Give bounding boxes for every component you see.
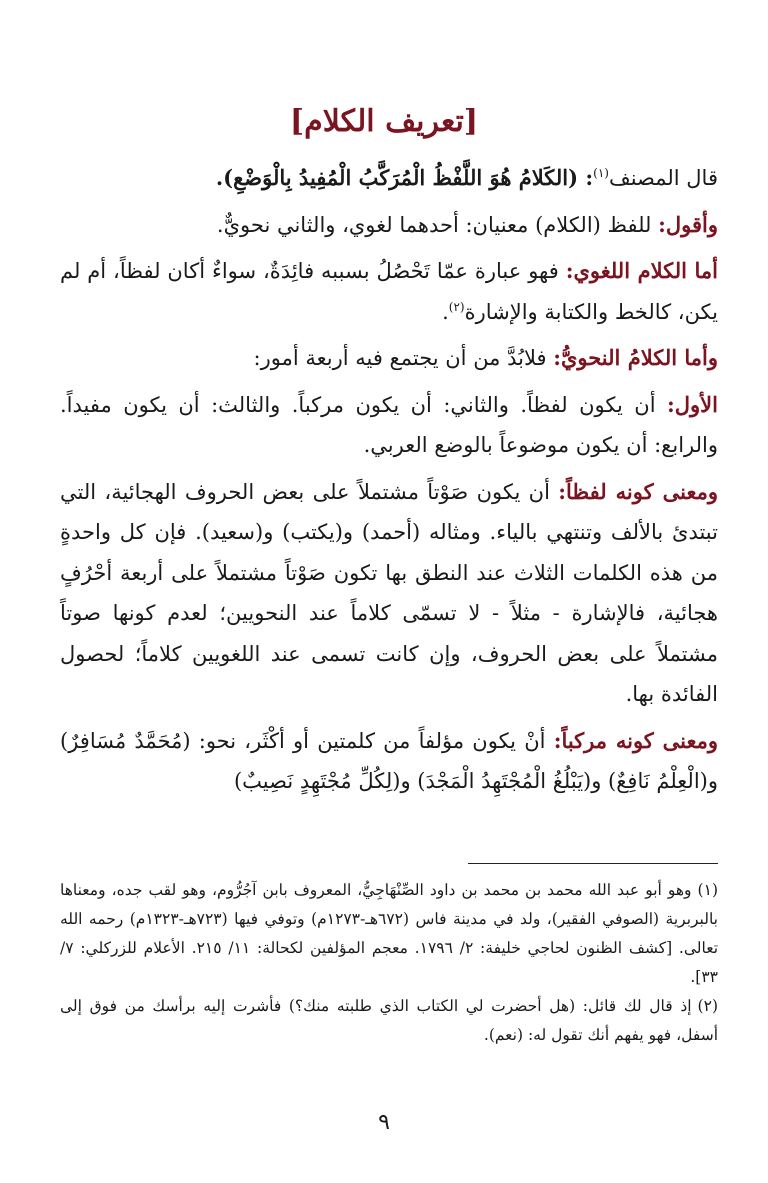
paragraph-6-lead: ومعنى كونه لفظاً: (558, 478, 718, 504)
paragraph-2 (60, 205, 718, 246)
footnote-2 (60, 992, 718, 1050)
footnote-2-text: إذ قال لك قائل: (هل أحضرت لي الكتاب الذي طلبته منك؟) فأشرت إليه برأسك من فوق إلى أسفل، فهو يفهم أنك تقول له: (نعم). (60, 997, 718, 1044)
paragraph-7-lead: ومعنى كونه مركباً: (553, 727, 718, 753)
paragraph-4-text: فلابُدَّ من أن يجتمع فيه أربعة أمور: (253, 346, 554, 370)
section-title-wrap (0, 104, 768, 139)
paragraph-5 (60, 385, 718, 466)
paragraph-2-text: للفظ (الكلام) معنيان: أحدهما لغوي، والثاني نحويٌّ. (216, 212, 659, 237)
page-number: ٩ (378, 1110, 390, 1135)
footnote-divider (468, 863, 718, 864)
paragraph-3-lead: أما الكلام اللغوي: (565, 258, 718, 283)
paragraph-5-text: أن يكون لفظاً. والثاني: أن يكون مركباً. والثالث: أن يكون مفيداً. والرابع: أن يكون موضوعاً بالوضع العربي. (60, 392, 718, 457)
paragraph-5-lead: الأول: (667, 391, 718, 417)
paragraph-1 (60, 158, 718, 199)
definition-text: : (الكَلامُ هُوَ اللَّفْظُ الْمُرَكَّبُ الْمُفِيدُ بِالْوَضْعِ). (215, 165, 594, 190)
paragraph-4-lead: وأما الكلامُ النحويُّ: (553, 345, 718, 370)
footnote-1-number: (١) (697, 881, 718, 899)
main-text (60, 158, 718, 802)
footnote-2-number: (٢) (697, 997, 718, 1015)
footnote-ref-2[interactable]: (٢) (448, 299, 465, 314)
footnote-1 (60, 876, 718, 992)
section-title: [تعريف الكلام] (289, 104, 479, 139)
paragraph-1-text: قال المصنف (608, 166, 718, 190)
footnote-1-text: وهو أبو عبد الله محمد بن محمد بن داود الصِّنْهَاجِيُّ، المعروف بابن آجُرُّوم، وهو لقب جده، ومعناها بالبربرية (الصوفي الفقير)، ولد في مدينة فاس (٦٧٢هـ-١٢٧٣م) وتوفي فيها (٧٢٣هـ-١٣٢٣م) رحمه الله تعالى. [كشف الظنون لحاجي خليفة: ٢/ ١٧٩٦. معجم المؤلفين لكحالة: ١١/ ٢١٥. الأعلام للزركلي: ٧/ ٣٣]. (60, 881, 719, 986)
paragraph-4 (60, 338, 718, 379)
paragraph-6-text: أن يكون صَوْتاً مشتملاً على بعض الحروف الهجائية، التي تبتدئ بالألف وتنتهي بالياء. ومثاله (أحمد) و(يكتب) و(سعيد). فإن كل واحدةٍ من هذه الكلمات الثلاث عند النطق بها تكون صَوْتاً مشتملاً على أربعة أحْرُفٍ هجائية، فالإشارة - مثلاً - لا تسمّى كلاماً عند النحويين؛ لعدم كونها صوتاً مشتملاً على بعض الحروف، وإن كانت تسمى عند اللغويين كلاماً؛ لحصول الفائدة بها. (60, 479, 718, 706)
paragraph-6 (60, 472, 718, 715)
paragraph-3 (60, 251, 718, 332)
footnote-ref-1[interactable]: (١) (593, 166, 609, 180)
paragraph-7 (60, 721, 718, 802)
paragraph-7-text: أنْ يكون مؤلفاً من كلمتين أو أكْثَر، نحو: (مُحَمَّدٌ مُسَافِرٌ) و(الْعِلْمُ نَافِعٌ) و(يَبْلُغُ الْمُجْتَهِدُ الْمَجْدَ) و(لِكُلِّ مُجْتَهِدٍ نَصِيبٌ) (60, 728, 718, 793)
paragraph-3-text: فهو عبارة عمّا تَحْصُلُ بسببه فائِدَةٌ، سواءٌ أكان لفظاً، أم لم يكن، كالخط والكتابة والإشارة (60, 259, 718, 324)
footnotes (60, 876, 718, 1050)
paragraph-2-lead: وأقول: (658, 211, 718, 237)
paragraph-3-end: . (442, 299, 449, 324)
